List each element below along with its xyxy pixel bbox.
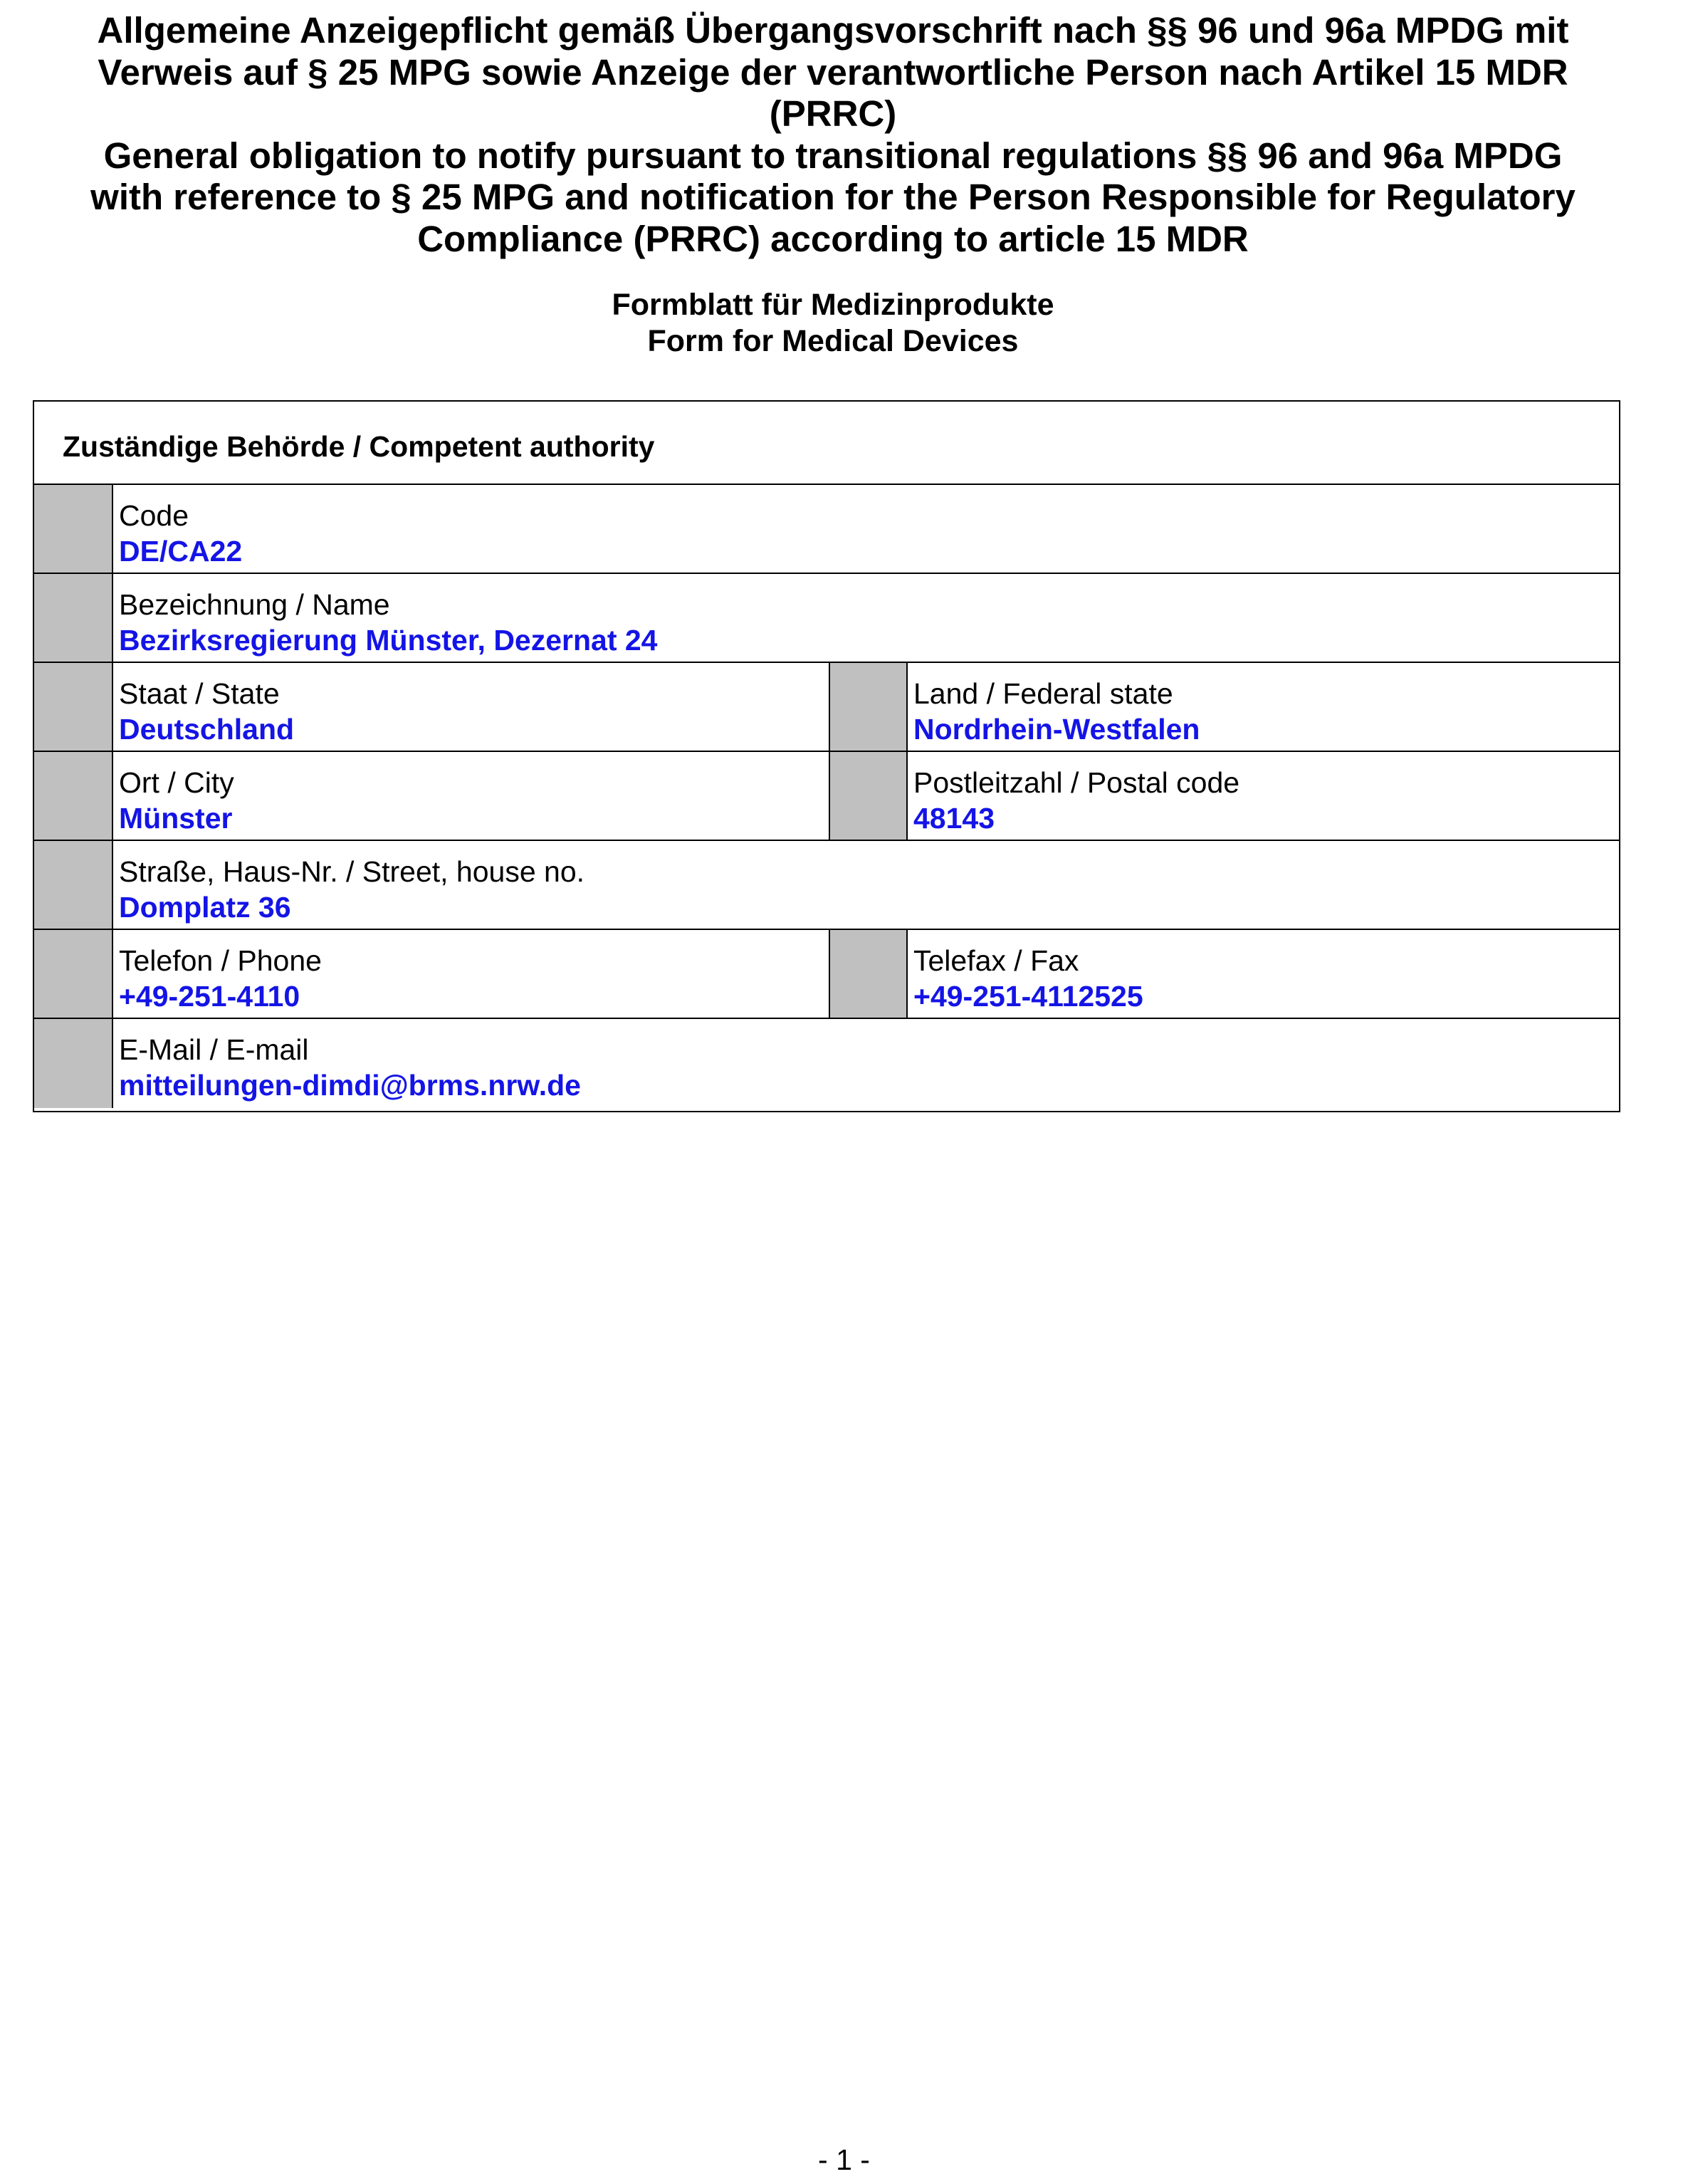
federal-state-label: Land / Federal state xyxy=(913,677,1173,710)
fax-field[interactable] xyxy=(908,930,1619,1018)
row-marker xyxy=(829,930,908,1018)
street-label: Straße, Haus-Nr. / Street, house no. xyxy=(119,855,585,888)
state-value: Deutschland xyxy=(119,713,295,746)
email-value: mitteilungen-dimdi@brms.nrw.de xyxy=(119,1069,581,1102)
row-marker xyxy=(34,663,113,751)
phone-field[interactable] xyxy=(113,930,829,1018)
subtitle-line-en: Form for Medical Devices xyxy=(647,324,1019,358)
row-marker xyxy=(829,663,908,751)
code-label: Code xyxy=(119,499,189,532)
form-section-header xyxy=(34,402,1619,485)
form-row-email xyxy=(34,1019,1619,1108)
row-marker xyxy=(34,485,113,573)
state-field[interactable] xyxy=(113,663,829,751)
federal-state-value: Nordrhein-Westfalen xyxy=(913,713,1200,746)
row-marker xyxy=(34,930,113,1018)
title-line-en-1: General obligation to notify pursuant to transitional regulations §§ 96 and 96a MPDG xyxy=(103,135,1563,176)
form-row-street xyxy=(34,841,1619,930)
form-row-code xyxy=(34,485,1619,574)
form-row-phone xyxy=(34,930,1619,1019)
phone-label: Telefon / Phone xyxy=(119,944,322,977)
form-row-city xyxy=(34,752,1619,841)
email-label: E-Mail / E-mail xyxy=(119,1033,309,1066)
form-subtitle xyxy=(28,287,1637,360)
state-label: Staat / State xyxy=(119,677,280,710)
postal-code-label: Postleitzahl / Postal code xyxy=(913,766,1240,799)
city-value: Münster xyxy=(119,802,233,835)
title-line-en-2: with reference to § 25 MPG and notification for the Person Responsible for Regulatory xyxy=(90,177,1576,217)
name-value: Bezirksregierung Münster, Dezernat 24 xyxy=(119,624,658,657)
title-line-en-3: Compliance (PRRC) according to article 15 MDR xyxy=(417,218,1249,259)
form-row-state xyxy=(34,663,1619,752)
postal-code-field[interactable] xyxy=(908,752,1619,840)
row-marker xyxy=(829,752,908,840)
title-line-de-2: Verweis auf § 25 MPG sowie Anzeige der verantwortliche Person nach Artikel 15 MDR xyxy=(98,51,1568,93)
page-number: - 1 - xyxy=(818,2143,870,2176)
phone-value: +49-251-4110 xyxy=(119,980,300,1013)
city-label: Ort / City xyxy=(119,766,234,799)
row-marker xyxy=(34,752,113,840)
email-field[interactable] xyxy=(113,1019,1619,1108)
name-label: Bezeichnung / Name xyxy=(119,588,390,621)
row-marker xyxy=(34,841,113,929)
city-field[interactable] xyxy=(113,752,829,840)
fax-label: Telefax / Fax xyxy=(913,944,1079,977)
subtitle-line-de: Formblatt für Medizinprodukte xyxy=(612,288,1054,322)
postal-code-value: 48143 xyxy=(913,802,995,835)
row-marker xyxy=(34,574,113,662)
code-field[interactable] xyxy=(113,485,1619,573)
federal-state-field[interactable] xyxy=(908,663,1619,751)
competent-authority-form xyxy=(33,400,1620,1112)
row-marker xyxy=(34,1019,113,1108)
fax-value: +49-251-4112525 xyxy=(913,980,1143,1013)
section-title: Zuständige Behörde / Competent authority xyxy=(63,430,655,463)
name-field[interactable] xyxy=(113,574,1619,662)
street-field[interactable] xyxy=(113,841,1619,929)
form-row-name xyxy=(34,574,1619,663)
title-line-de-1: Allgemeine Anzeigepflicht gemäß Übergangsvorschrift nach §§ 96 und 96a MPDG mit xyxy=(97,10,1569,51)
street-value: Domplatz 36 xyxy=(119,891,291,924)
title-line-de-3: (PRRC) xyxy=(769,93,897,134)
code-value: DE/CA22 xyxy=(119,535,243,568)
document-title xyxy=(28,10,1637,260)
